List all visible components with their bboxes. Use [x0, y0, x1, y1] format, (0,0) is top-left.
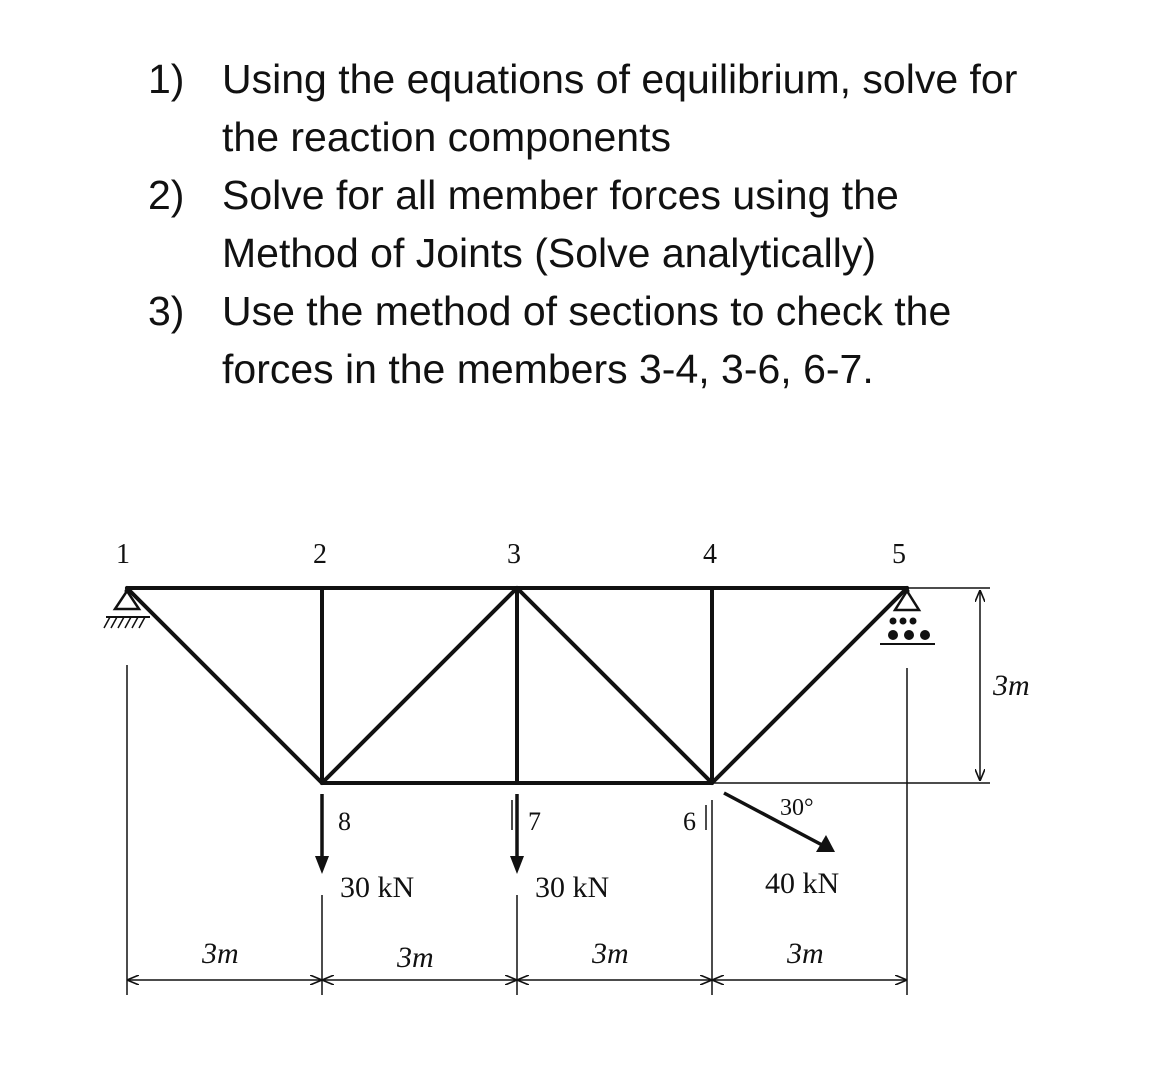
load-label-node6: 40 kN — [765, 867, 840, 900]
question-2-line-2: Method of Joints (Solve analytically) — [222, 230, 877, 276]
node-label-1: 1 — [116, 539, 130, 570]
member-6-5 — [712, 588, 907, 783]
node-label-7: 7 — [528, 807, 541, 836]
question-2-number: 2) — [148, 172, 185, 218]
question-2-line-1: Solve for all member forces using the — [222, 172, 899, 218]
member-1-8 — [127, 588, 322, 783]
question-1-line-1: Using the equations of equilibrium, solve for — [222, 56, 1018, 102]
node-label-6: 6 — [683, 807, 696, 836]
load-angle-label: 30° — [780, 795, 814, 821]
node-label-2: 2 — [313, 539, 327, 570]
question-3-line-1: Use the method of sections to check the — [222, 288, 952, 334]
load-label-node8-text: 30 kN — [340, 871, 415, 904]
pin-support — [104, 589, 150, 629]
question-1-number: 1) — [148, 56, 185, 102]
node-label-5: 5 — [892, 539, 906, 570]
dimension-extension-lines — [127, 588, 990, 995]
dimension-span-1: 3m — [202, 937, 239, 970]
node-label-4: 4 — [703, 539, 717, 570]
roller-support — [880, 589, 935, 645]
load-arrow-node8 — [315, 794, 329, 874]
question-3-line-2: forces in the members 3-4, 3-6, 6-7. — [222, 346, 874, 392]
member-3-6 — [517, 588, 712, 783]
question-3-number: 3) — [148, 288, 185, 334]
member-8-3 — [322, 588, 517, 783]
dimension-span-3: 3m — [592, 937, 629, 970]
dimension-span-2: 3m — [397, 941, 434, 974]
load-label-node7: 30 kN — [535, 871, 610, 904]
question-1-line-2: the reaction components — [222, 114, 671, 160]
node-label-3: 3 — [507, 539, 521, 570]
dimension-height: 3m — [993, 669, 1030, 702]
dimension-span-4: 3m — [787, 937, 824, 970]
node-label-8: 8 — [338, 807, 351, 836]
load-label-node8 — [340, 871, 414, 904]
truss-members — [127, 588, 907, 783]
